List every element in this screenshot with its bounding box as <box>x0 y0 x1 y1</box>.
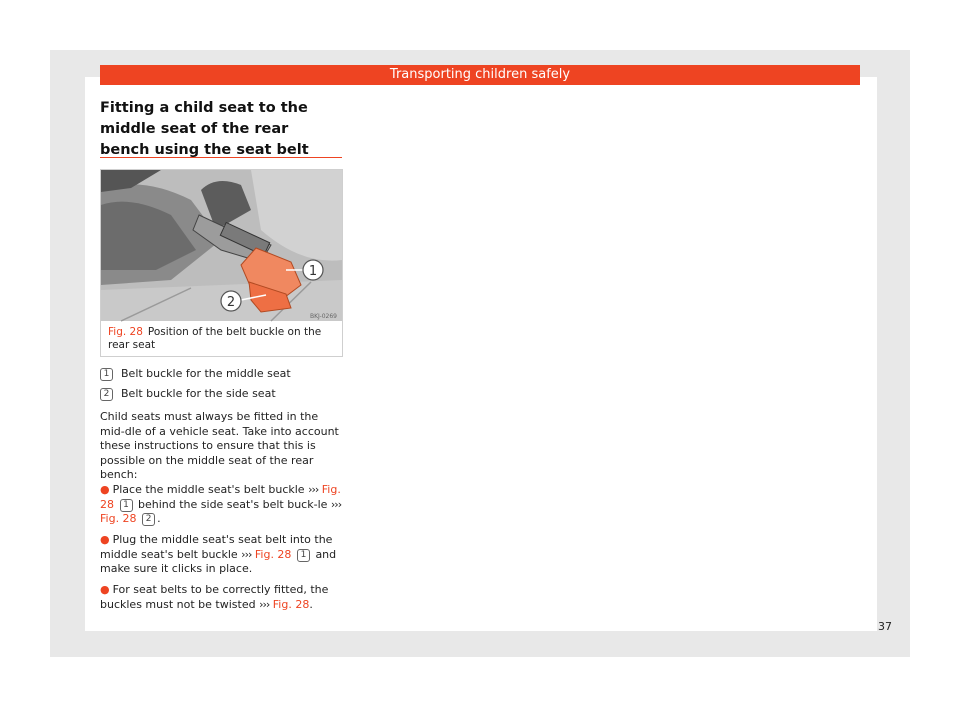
ref-number: 1 <box>297 549 310 562</box>
legend-text: Belt buckle for the side seat <box>121 387 276 400</box>
bullet-icon: ● <box>100 533 110 546</box>
bullet-item-3 <box>100 583 344 612</box>
bullet-icon: ● <box>100 583 110 596</box>
callout-1-label: 1 <box>308 264 318 279</box>
arrow-icon: ››› <box>308 483 319 496</box>
figure-link[interactable]: Fig. 28 <box>100 483 341 511</box>
bullet-icon: ● <box>100 483 110 496</box>
figure-link[interactable]: Fig. 28 <box>100 512 137 525</box>
callout-2-label: 2 <box>226 295 236 310</box>
image-code: BKJ-0269 <box>309 313 337 320</box>
arrow-icon: ››› <box>241 547 252 561</box>
legend-item-2 <box>100 387 276 401</box>
bullet-item-2 <box>100 533 344 577</box>
arrow-icon: ››› <box>330 497 342 511</box>
arrow-icon: ››› <box>259 597 270 611</box>
figure-ref: Fig. 28 <box>108 326 143 338</box>
ref-number: 1 <box>120 499 133 512</box>
bullet-text: Place the middle seat's belt buckle <box>112 483 305 496</box>
legend-item-1 <box>100 367 291 381</box>
bullet-text: Plug the middle seat's seat belt into the middle seat's belt buckle <box>100 533 333 561</box>
intro-paragraph: Child seats must always be fitted in the mid-dle of a vehicle seat. Take into account these instructions to ensure that this is possible on the middle seat of the rear bench: <box>100 410 339 481</box>
bullet-text: behind the side seat's belt buck-le <box>138 497 328 511</box>
bullet-text: For seat belts to be correctly fitted, the buckles must not be twisted <box>100 583 329 611</box>
page-number: 37 <box>878 620 892 633</box>
legend-number: 2 <box>100 388 113 401</box>
figure-link[interactable]: Fig. 28 <box>254 547 292 561</box>
caption-text: Position of the belt buckle on the rear seat <box>108 326 322 351</box>
chapter-header: Transporting children safely <box>100 65 860 85</box>
bullet-text: . <box>309 597 313 611</box>
figure-caption <box>108 326 336 352</box>
bullet-text: and make sure it clicks in place. <box>100 547 337 575</box>
bullet-text: . <box>157 512 161 525</box>
bullet-item-1 <box>100 483 344 527</box>
legend-number: 1 <box>100 368 113 381</box>
title-divider <box>100 157 342 158</box>
figure-link[interactable]: Fig. 28 <box>272 597 310 611</box>
section-title: Fitting a child seat to the middle seat of the rear bench using the seat belt <box>100 100 309 158</box>
legend-text: Belt buckle for the middle seat <box>121 367 291 380</box>
ref-number: 2 <box>142 513 155 526</box>
